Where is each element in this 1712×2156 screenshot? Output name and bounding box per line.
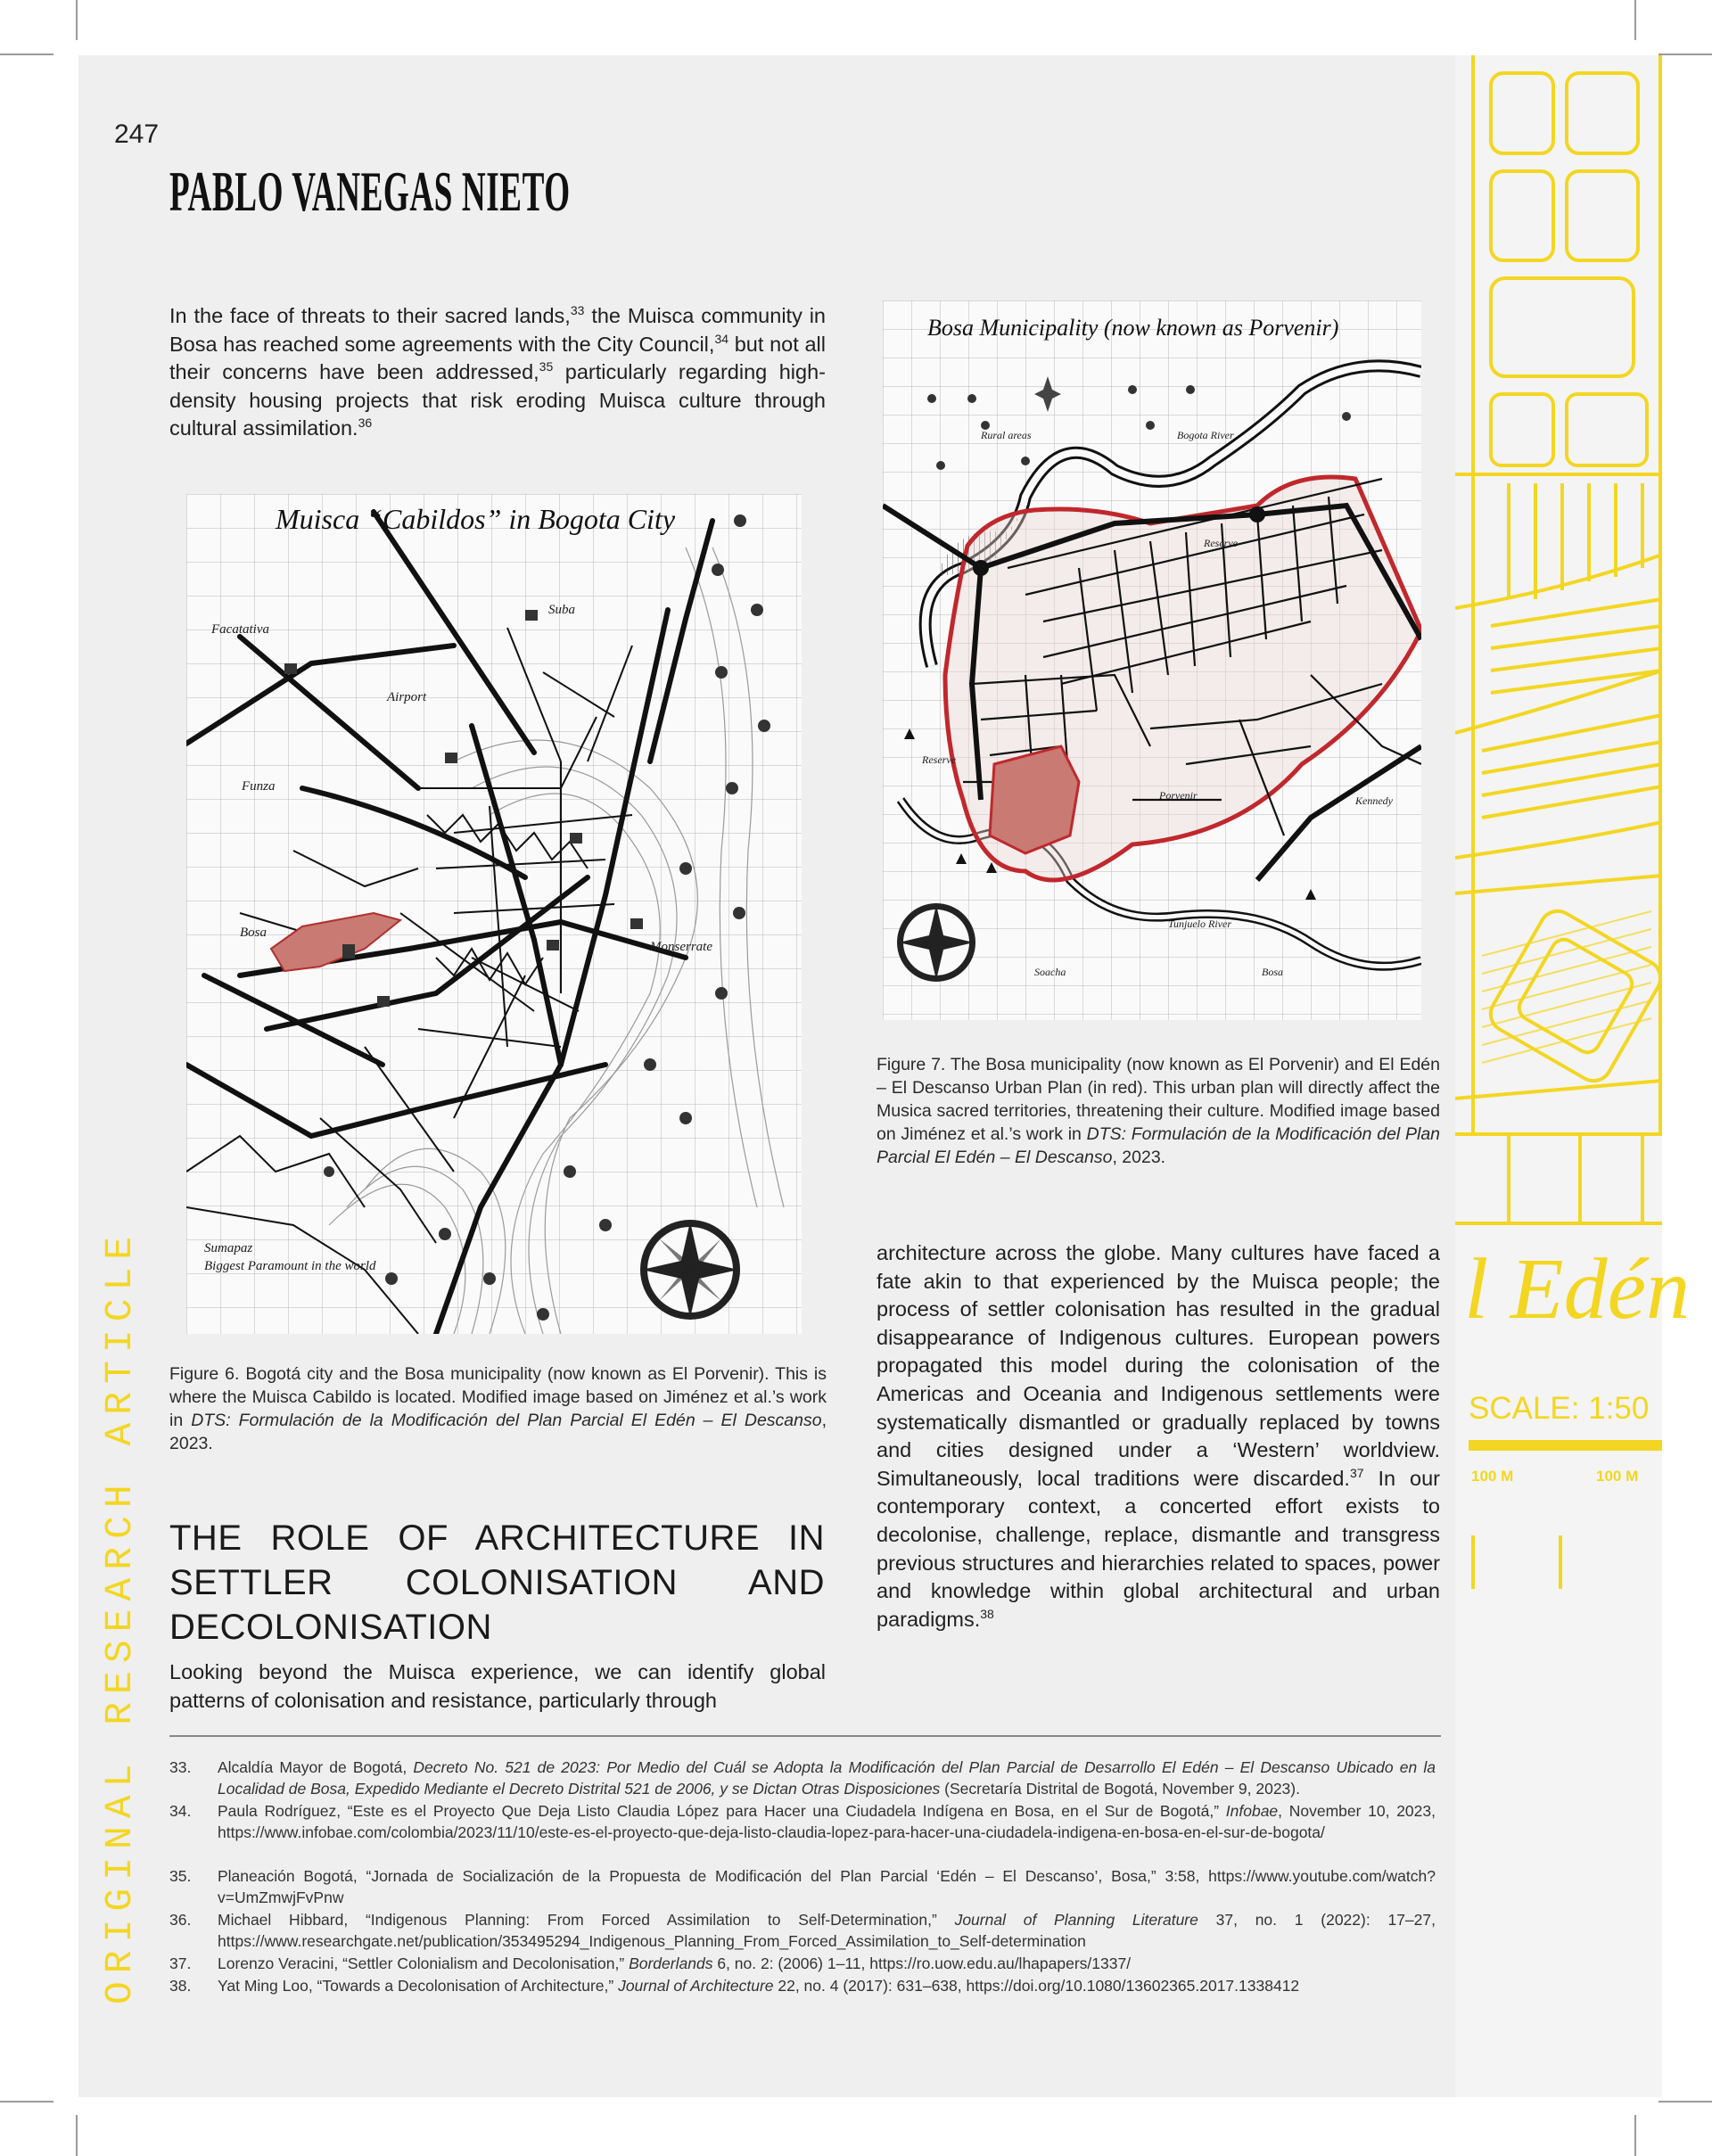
crop-mark: [1634, 2115, 1636, 2156]
crop-mark: [76, 2115, 78, 2156]
map2-label-tunjuelo: Tunjuelo River: [1168, 918, 1231, 930]
strip-scale-text: SCALE: 1:50: [1469, 1391, 1650, 1426]
crop-mark: [0, 2101, 54, 2103]
map2-label-bogota-river: Bogota River: [1177, 429, 1234, 441]
strip-eden-text: l Edén: [1464, 1241, 1691, 1337]
figure-7-caption: Figure 7. The Bosa municipality (now known as El Porvenir) and El Edén – El Descanso Urban Plan (in red). This urban plan will directly affect the Musica sacred territories, threatening their culture. Modified image based on Jiménez et al.’s work in DTS: Formulación de la Modificación del Plan Parcial El Edén – El Descanso, 2023.: [877, 1055, 1441, 1167]
intro-paragraph: In the face of threats to their sacred lands,$^{33}$ the Muisca community in Bosa has reached some agreements with the City Council,$^{34}$ but not all their concerns have been addressed,$^{35}$ particularly regarding high-density housing projects that risk eroding Muisca culture through cultural assimilation.$^{36}$: [169, 303, 827, 440]
map1-label-airport: Airport: [387, 690, 427, 704]
map1-label-paramount: Biggest Paramount in the world: [204, 1259, 376, 1273]
map2-label-porvenir: Porvenir: [1159, 789, 1198, 802]
map1-label-sumapaz: Sumapaz: [204, 1241, 253, 1255]
crop-mark: [1634, 0, 1636, 40]
body-paragraph-right: architecture across the globe. Many cultures have faced a fate akin to that experienced by the Muisca people; the process of settler colonisation has resulted in the gradual disappearance of Indigenous cultures. European powers propagated this model during the colonisation of the Americas and Oceania and Indigenous settlements were systematically dismantled or gradually replaced by towns and cities designed under a ‘Western’ worldview. Simultaneously, local traditions were discarded.$^{37}$ In our contemporary context, a concerted effort exists to decolonise, challenge, replace, dismantle and transgress previous structures and hierarchies related to spaces, power and knowledge within global architectural and urban paradigms.$^{38}$: [877, 1241, 1440, 1631]
map2-label-rural: Rural areas: [981, 429, 1032, 441]
map2-label-kennedy: Kennedy: [1355, 794, 1393, 807]
crop-mark: [1658, 2101, 1712, 2103]
strip-scale-bar: [1469, 1440, 1662, 1451]
yellow-map-strip: [1455, 55, 1662, 2097]
map1-label-bosa: Bosa: [240, 926, 267, 940]
strip-scale-label-left: 100 M: [1471, 1468, 1514, 1485]
figure-6-map: [186, 494, 802, 1334]
strip-scale-label-right: 100 M: [1596, 1468, 1639, 1485]
map2-label-soacha: Soacha: [1034, 966, 1066, 978]
map1-label-funza: Funza: [242, 779, 276, 794]
side-label-original-research-article: ORIGINAL RESEARCH ARTICLE: [98, 1228, 142, 2004]
author-name: PABLO VANEGAS NIETO: [169, 160, 571, 223]
map2-label-reserve-1: Reserve: [1204, 537, 1238, 549]
map1-label-facatativa: Facatativa: [211, 622, 269, 637]
crop-mark: [0, 53, 54, 55]
map2-title: Bosa Municipality (now known as Porvenir): [927, 315, 1339, 341]
map2-label-bosa: Bosa: [1262, 966, 1283, 978]
page-number: 247: [114, 119, 160, 149]
map1-label-suba: Suba: [548, 603, 575, 617]
map1-title: Muisca “Cabildos” in Bogota City: [276, 503, 676, 535]
crop-mark: [1658, 53, 1712, 55]
body-paragraph-left: Looking beyond the Muisca experience, we can identify global patterns of colonisation and resistance, particularly through: [169, 1660, 826, 1712]
figure-6-caption: Figure 6. Bogotá city and the Bosa municipality (now known as El Porvenir). This is where the Muisca Cabildo is located. Modified image based on Jiménez et al.’s work in DTS: Formulación de la Modificación del Plan Parcial El Edén – El Descanso, 2023.: [169, 1364, 827, 1453]
footnote-divider: [169, 1735, 1441, 1737]
map2-label-reserve-2: Reserve: [922, 753, 956, 766]
section-heading: THE ROLE OF ARCHITECTURE IN SETTLER COLONISATION AND DECOLONISATION: [169, 1518, 825, 1647]
crop-mark: [76, 0, 78, 40]
map1-label-monserrate: Monserrate: [650, 940, 712, 954]
figure-7-map: [883, 300, 1421, 1020]
